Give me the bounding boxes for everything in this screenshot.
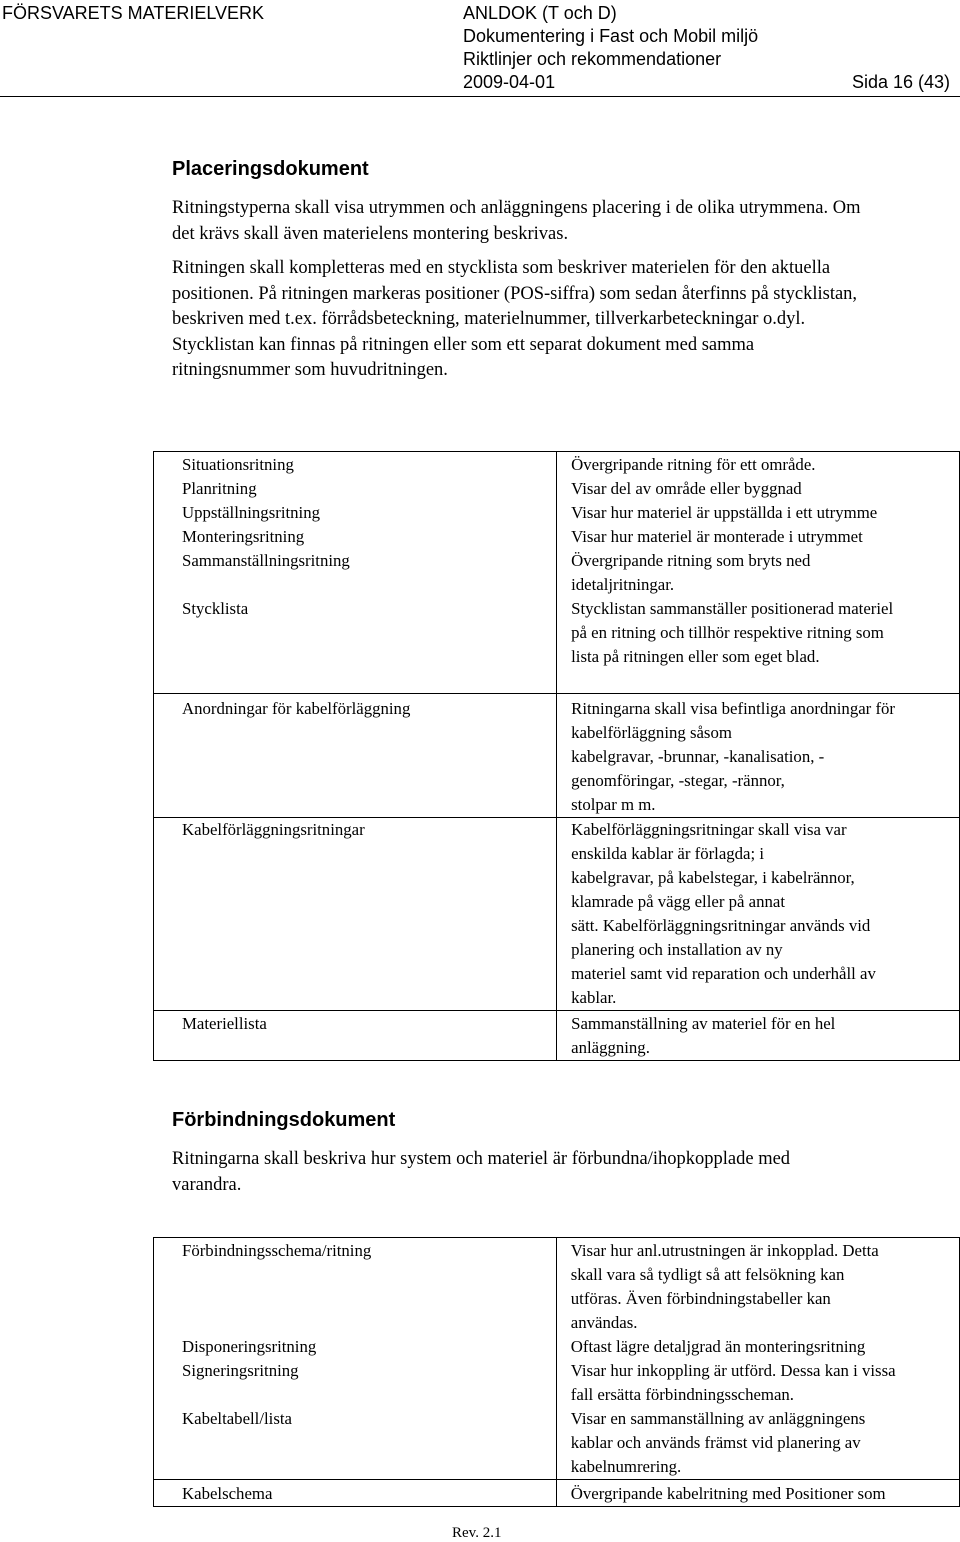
term-line [182,621,556,645]
term-cell [154,1011,557,1061]
document-date: 2009-04-01 [463,72,556,92]
description-line: kabelnumrering. [570,1457,682,1476]
page-header [0,0,960,100]
document-title-line: ANLDOK (T och D) [463,3,617,23]
description-line: anläggning. [571,1038,650,1057]
description-line: skall vara så tydligt så att felsökning kan [570,1265,845,1284]
table-row [154,1480,960,1507]
page-number: Sida 16 (43) [851,72,950,92]
description-cell [556,1238,959,1480]
term-line [182,669,556,693]
description-line: materiel samt vid reparation och underhåll av [571,964,876,983]
description-line: lista på ritningen eller som eget blad. [571,647,820,666]
term-line [182,1455,556,1479]
header-divider [0,96,960,97]
term-line [182,645,556,669]
connection-documents-table [153,1237,960,1507]
section-heading-forbindningsdokument: Förbindningsdokument [172,1109,396,1131]
description-line: Visar hur anl.utrustningen är inkopplad. Detta [570,1241,879,1260]
description-line: kabelgravar, på kabelstegar, i kabelrännor, [571,868,855,887]
description-line: Övergripande ritning för ett område. [571,455,816,474]
description-line: fall ersätta förbindningsscheman. [570,1385,794,1404]
section-heading-placeringsdokument: Placeringsdokument [172,158,369,180]
description-line: genomföringar, -stegar, -rännor, [571,771,785,790]
description-line: planering och installation av ny [571,940,783,959]
term-cell [154,1238,557,1480]
term-line: Uppställningsritning [182,503,320,522]
term-line: Anordningar för kabelförläggning [182,699,411,718]
term-line [182,1383,556,1407]
term-line [182,1311,556,1335]
paragraph: Ritningen skall kompletteras med en stycklista som beskriver materielen för den aktuella positionen. På ritningen markeras positioner (POS-siffra) som sedan återfinns på stycklistan, beskriven med t.ex. förrådsbeteckning, materielnummer, tillverkarbeteckningar o.dyl. Stycklistan kan finnas på ritningen eller som ett separat dokument med samma ritningsnummer som huvudritningen. [172,258,858,380]
term-line [182,1431,556,1455]
description-line: stolpar m m. [571,795,656,814]
description-line: Visar hur materiel är uppställda i ett utrymme [571,503,878,522]
description-cell [556,1480,959,1507]
description-cell [557,1011,960,1061]
description-line: kabelgravar, -brunnar, -kanalisation, - [571,747,825,766]
description-line: kablar. [571,988,617,1007]
description-line: användas. [570,1313,638,1332]
table-row [154,1011,960,1061]
term-line: Situationsritning [182,455,294,474]
description-line: enskilda kablar är förlagda; i [571,844,765,863]
description-line: Visar hur inkoppling är utförd. Dessa kan i vissa [570,1361,896,1380]
document-title-line: Dokumentering i Fast och Mobil miljö [463,26,759,46]
description-line [571,669,959,693]
organization-name: FÖRSVARETS MATERIELVERK [2,3,265,23]
description-cell [557,818,960,1011]
description-line: Oftast lägre detaljgrad än monteringsritning [570,1337,866,1356]
term-line [182,573,556,597]
paragraph: Ritningstyperna skall visa utrymmen och anläggningens placering i de olika utrymmena. Om det krävs skall även materielens montering beskrivas. [172,198,861,244]
term-line: Kabelschema [182,1484,273,1503]
table-row [154,452,960,694]
section1-body [172,196,862,384]
description-line: Övergripande ritning som bryts ned [571,551,811,570]
term-line: Kabelförläggningsritningar [182,820,365,839]
description-line: sätt. Kabelförläggningsritningar används vid [571,916,871,935]
description-line: Övergripande kabelritning med Positioner som [570,1484,886,1503]
table-row [154,818,960,1011]
term-line: Kabeltabell/lista [182,1409,292,1428]
description-line: Visar hur materiel är monterade i utrymmet [571,527,863,546]
term-line: Disponeringsritning [182,1337,317,1356]
description-line: idetaljritningar. [571,575,675,594]
term-cell [154,694,557,818]
description-line: Kabelförläggningsritningar skall visa var [571,820,847,839]
term-line: Sammanställningsritning [182,551,350,570]
term-line: Materiellista [182,1014,267,1033]
description-line: klamrade på vägg eller på annat [571,892,785,911]
term-line: Stycklista [182,599,249,618]
description-line: utföras. Även förbindningstabeller kan [570,1289,831,1308]
term-cell [154,818,557,1011]
term-line [182,1287,556,1311]
revision-label: Rev. 2.1 [452,1525,502,1541]
section2-body [172,1147,862,1198]
paragraph: Ritningarna skall beskriva hur system och materiel är förbundna/ihopkopplade med varandra. [172,1149,791,1195]
document-title-block [463,2,758,71]
term-line: Monteringsritning [182,527,305,546]
term-line: Signeringsritning [182,1361,299,1380]
term-line: Planritning [182,479,257,498]
term-cell [154,452,557,694]
description-line: Visar en sammanställning av anläggningens [570,1409,866,1428]
table-row [154,694,960,818]
description-cell [557,694,960,818]
term-line [182,1263,556,1287]
table-row [154,1238,960,1480]
description-line: Ritningarna skall visa befintliga anordningar för [571,699,896,718]
description-line: Sammanställning av materiel för en hel [571,1014,836,1033]
term-cell [154,1480,557,1507]
term-line: Förbindningsschema/ritning [182,1241,372,1260]
description-line: Visar del av område eller byggnad [571,479,802,498]
description-line: kabelförläggning såsom [571,723,732,742]
description-line: kablar och används främst vid planering av [570,1433,861,1452]
description-cell [557,452,960,694]
document-title-line: Riktlinjer och rekommendationer [463,49,722,69]
description-line: Stycklistan sammanställer positionerad materiel [571,599,894,618]
description-line: på en ritning och tillhör respektive ritning som [571,623,884,642]
placement-documents-table [153,451,960,1061]
